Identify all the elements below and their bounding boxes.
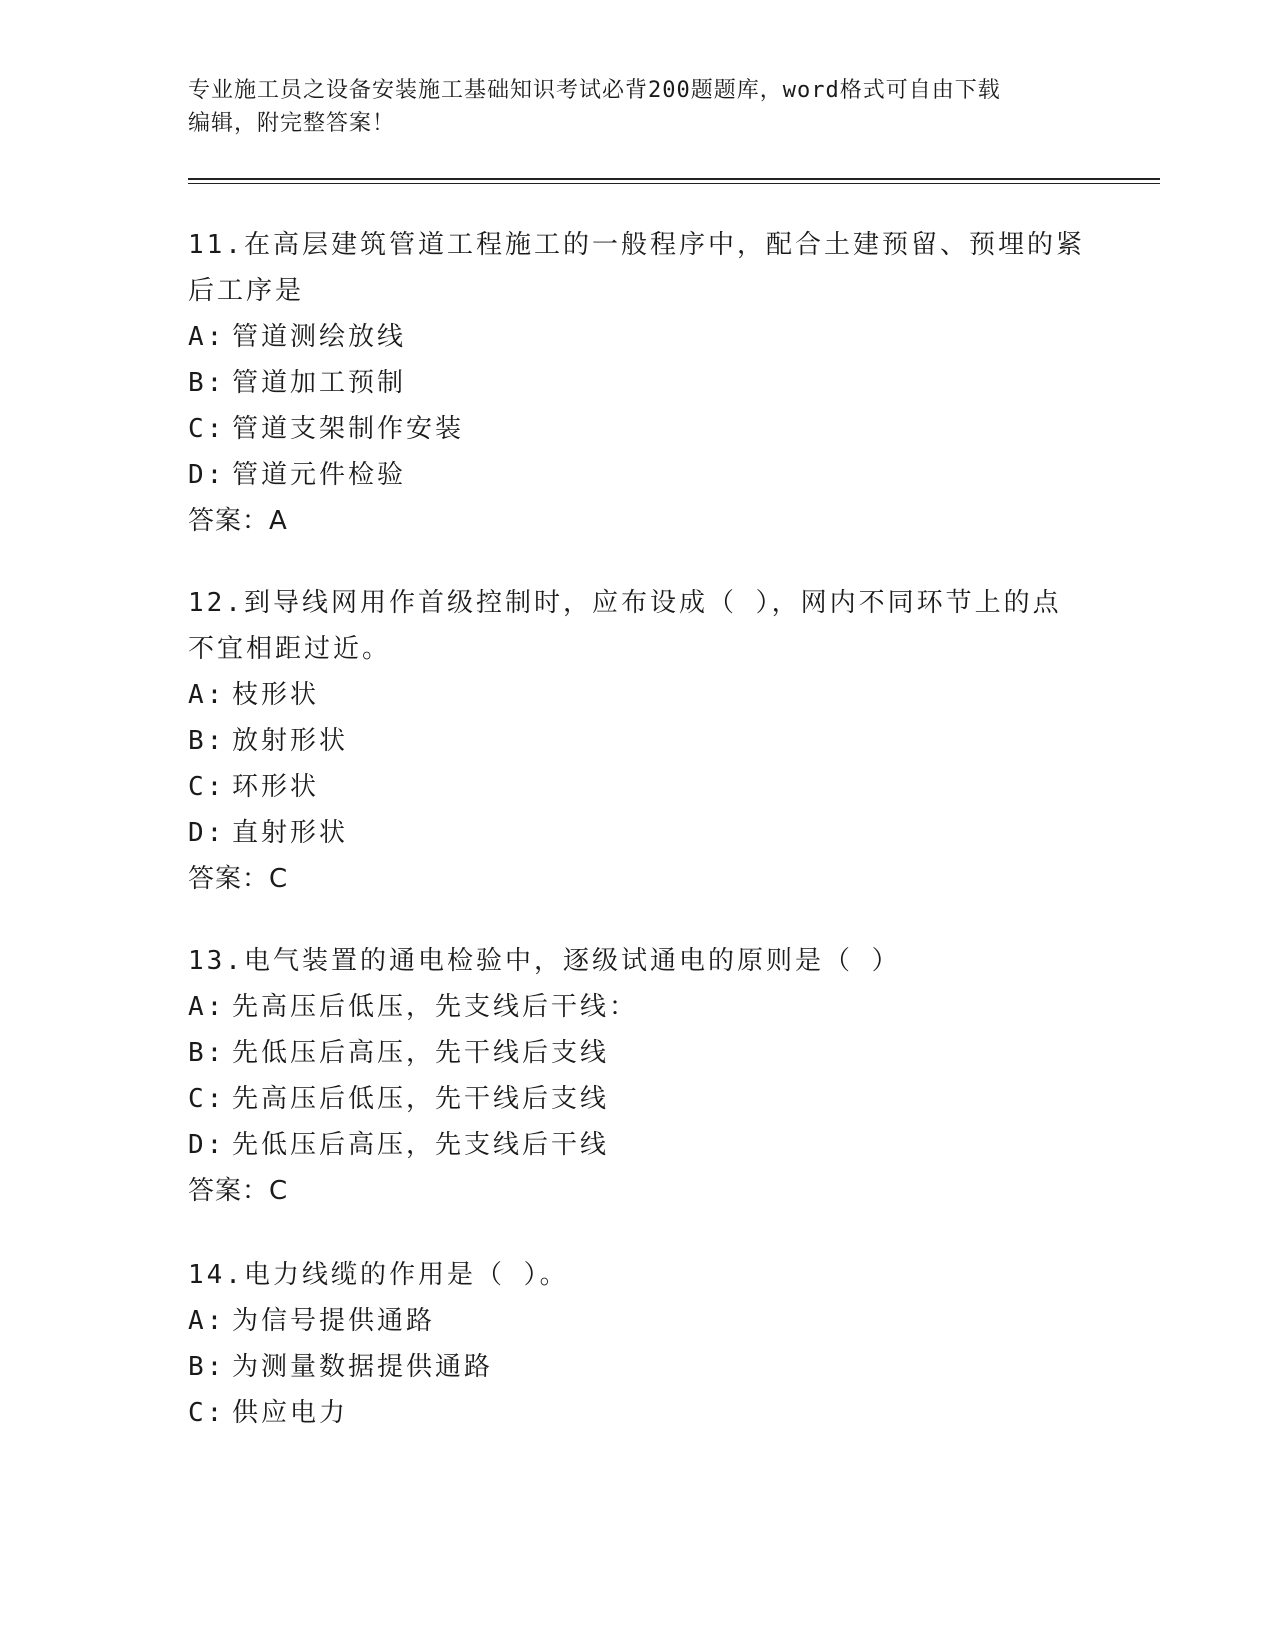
option-a xyxy=(188,1298,1088,1344)
option-c xyxy=(188,764,1088,810)
option-text: 为信号提供通路 xyxy=(232,1306,436,1336)
question-text-line: 14.电力线缆的作用是（ ）。 xyxy=(188,1260,569,1290)
option-text: 先高压后低压，先支线后干线： xyxy=(232,992,639,1022)
option-b xyxy=(188,360,1088,406)
option-text: 枝形状 xyxy=(232,680,320,710)
option-text: 先低压后高压，先支线后干线 xyxy=(232,1130,610,1160)
option-key: B: xyxy=(188,1038,226,1068)
answer-line: 答案：C xyxy=(188,1176,289,1206)
question-11 xyxy=(188,222,1088,544)
question-text-line: 后工序是 xyxy=(188,276,305,306)
option-text: 供应电力 xyxy=(232,1398,349,1428)
answer-line: 答案：C xyxy=(188,864,289,894)
question-13 xyxy=(188,938,1088,1214)
option-c xyxy=(188,1390,1088,1436)
option-key: C: xyxy=(188,414,226,444)
header-divider-thick xyxy=(188,178,1160,180)
option-c xyxy=(188,406,1088,452)
option-text: 为测量数据提供通路 xyxy=(232,1352,494,1382)
option-d xyxy=(188,452,1088,498)
header-title-line-2: 编辑，附完整答案！ xyxy=(188,111,396,136)
question-14 xyxy=(188,1252,1088,1436)
document-header xyxy=(188,74,1068,140)
option-a xyxy=(188,314,1088,360)
option-key: C: xyxy=(188,1398,226,1428)
option-key: A: xyxy=(188,992,226,1022)
option-text: 管道元件检验 xyxy=(232,460,407,490)
question-text-line: 12.到导线网用作首级控制时，应布设成（ ），网内不同环节上的点 xyxy=(188,588,1062,618)
option-text: 先低压后高压，先干线后支线 xyxy=(232,1038,610,1068)
header-divider-thin xyxy=(188,183,1160,184)
option-text: 管道测绘放线 xyxy=(232,322,407,352)
option-key: A: xyxy=(188,322,226,352)
question-text-line: 13.电气装置的通电检验中，逐级试通电的原则是（ ） xyxy=(188,946,901,976)
option-text: 环形状 xyxy=(232,772,320,802)
option-b xyxy=(188,1344,1088,1390)
option-key: D: xyxy=(188,818,226,848)
option-key: D: xyxy=(188,460,226,490)
question-12 xyxy=(188,580,1088,902)
answer-line: 答案：A xyxy=(188,506,288,536)
option-key: C: xyxy=(188,772,226,802)
option-text: 先高压后低压，先干线后支线 xyxy=(232,1084,610,1114)
option-b xyxy=(188,1030,1088,1076)
option-text: 直射形状 xyxy=(232,818,349,848)
question-text-line: 不宜相距过近。 xyxy=(188,634,392,664)
option-key: B: xyxy=(188,1352,226,1382)
option-d xyxy=(188,810,1088,856)
option-text: 放射形状 xyxy=(232,726,349,756)
option-d xyxy=(188,1122,1088,1168)
option-key: C: xyxy=(188,1084,226,1114)
option-key: A: xyxy=(188,1306,226,1336)
option-b xyxy=(188,718,1088,764)
option-key: B: xyxy=(188,368,226,398)
option-a xyxy=(188,672,1088,718)
option-key: D: xyxy=(188,1130,226,1160)
question-text-line: 11.在高层建筑管道工程施工的一般程序中，配合土建预留、预埋的紧 xyxy=(188,230,1085,260)
option-text: 管道支架制作安装 xyxy=(232,414,465,444)
header-title-line-1: 专业施工员之设备安装施工基础知识考试必背200题题库，word格式可自由下载 xyxy=(188,78,1001,103)
option-key: B: xyxy=(188,726,226,756)
option-text: 管道加工预制 xyxy=(232,368,407,398)
option-a xyxy=(188,984,1088,1030)
option-key: A: xyxy=(188,680,226,710)
option-c xyxy=(188,1076,1088,1122)
